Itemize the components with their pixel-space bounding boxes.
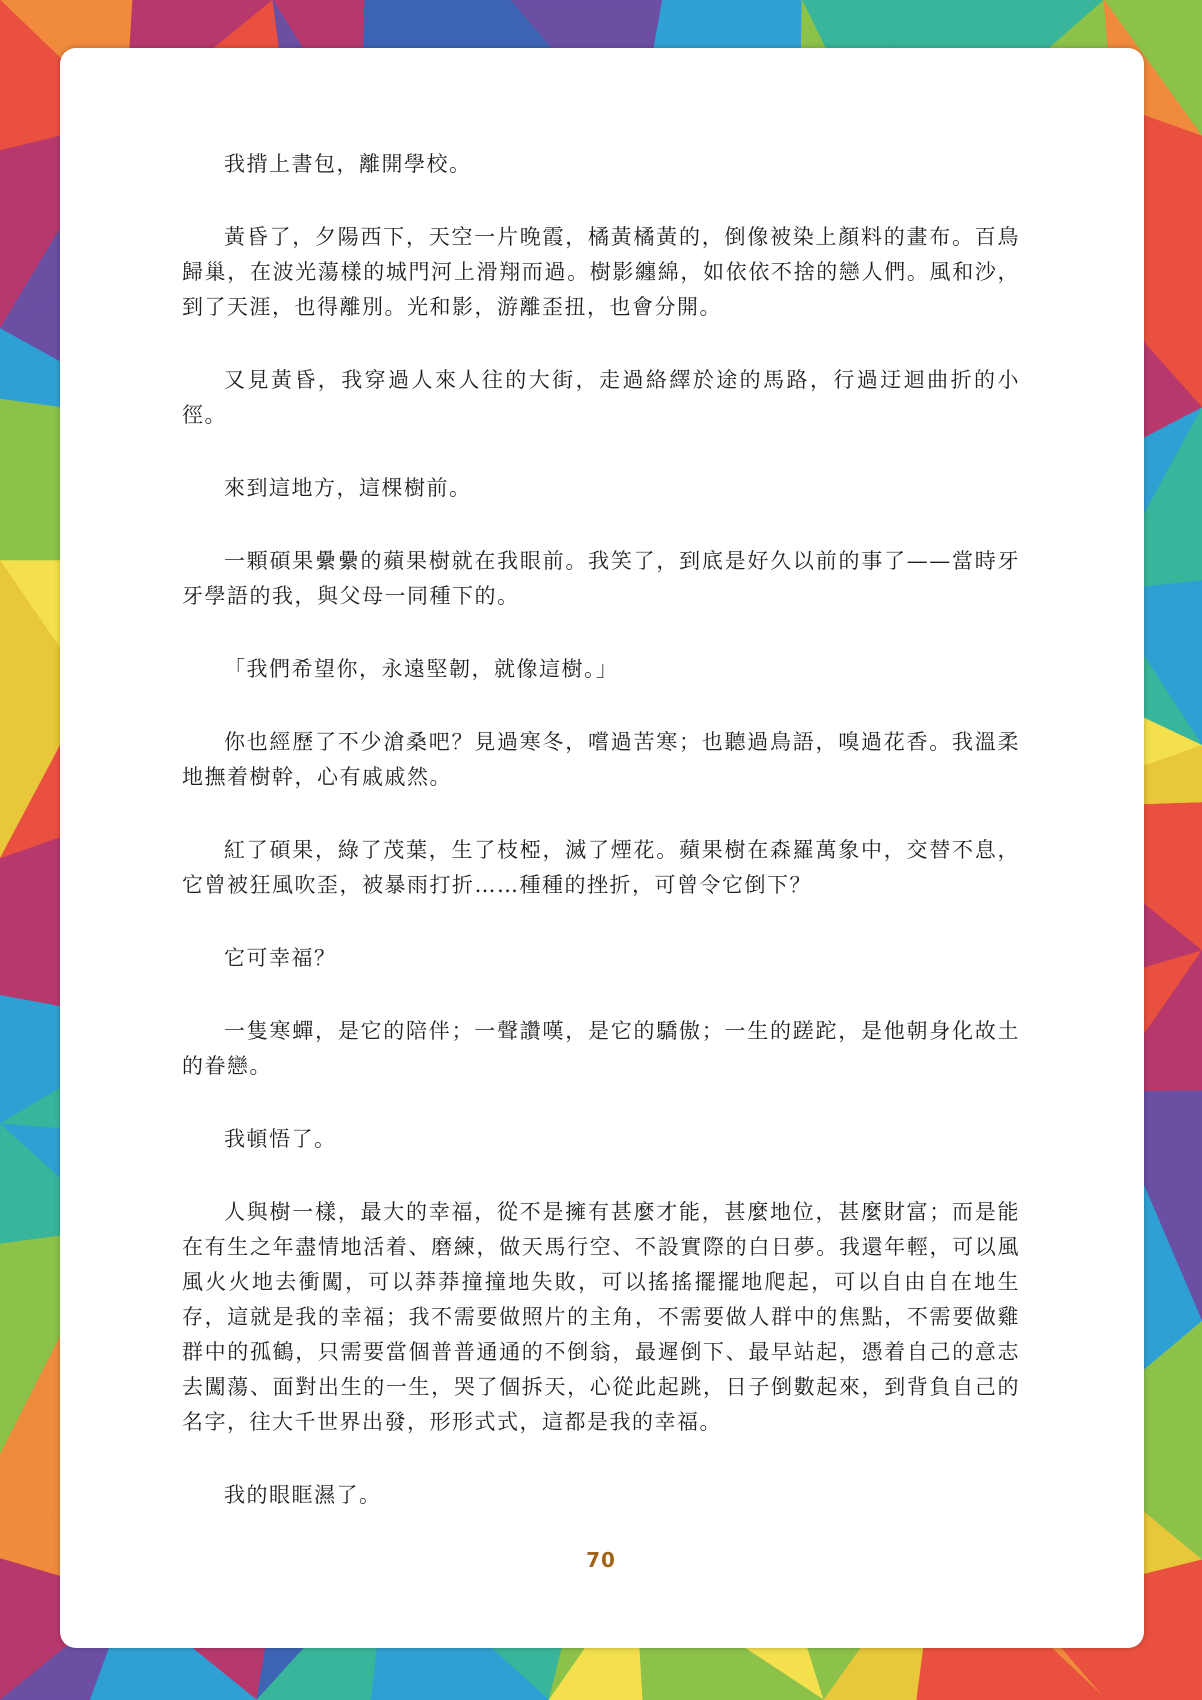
paragraph: 又見黃昏，我穿過人來人往的大街，走過絡繹於途的馬路，行過迂迴曲折的小徑。: [182, 368, 1020, 427]
paragraph: 「我們希望你，永遠堅韌，就像這樹。」: [224, 657, 619, 681]
paragraph: 一隻寒蟬，是它的陪伴；一聲讚嘆，是它的驕傲；一生的蹉跎，是他朝身化故土的眷戀。: [182, 1019, 1020, 1078]
paragraph: 人與樹一樣，最大的幸福，從不是擁有甚麼才能，甚麼地位，甚麼財富；而是能在有生之年盡情地活着、磨練，做天馬行空、不設實際的白日夢。我還年輕，可以風風火火地去衝闖，可以莽莽撞撞地失敗，可以搖搖擺擺地爬起，可以自由自在地生存，這就是我的幸福；我不需要做照片的主角，不需要做人群中的焦點，不需要做雞群中的孤鶴，只需要當個普普通通的不倒翁，最遲倒下、最早站起，憑着自己的意志去闖蕩、面對出生的一生，哭了個拆天，心從此起跳，日子倒數起來，到背負自己的名字，往大千世界出發，形形式式，這都是我的幸福。: [182, 1200, 1020, 1434]
paragraph: 我的眼眶濕了。: [224, 1483, 382, 1507]
paragraph: 一顆碩果纍纍的蘋果樹就在我眼前。我笑了，到底是好久以前的事了——當時牙牙學語的我，與父母一同種下的。: [182, 549, 1020, 608]
paragraph: 我頓悟了。: [224, 1127, 337, 1151]
paragraph: 紅了碩果，綠了茂葉，生了枝椏，滅了煙花。蘋果樹在森羅萬象中，交替不息，它曾被狂風吹歪，被暴雨打折……種種的挫折，可曾令它倒下？: [182, 838, 1020, 897]
paragraph: 它可幸福？: [224, 946, 337, 970]
page-number: 70: [586, 1548, 616, 1572]
paragraph: 我揹上書包，離開學校。: [224, 152, 472, 176]
article-body: [182, 147, 1020, 1551]
paragraph: 你也經歷了不少滄桑吧？見過寒冬，嚐過苦寒；也聽過鳥語，嗅過花香。我溫柔地撫着樹幹，心有戚戚然。: [182, 730, 1020, 789]
paragraph: 來到這地方，這棵樹前。: [224, 476, 472, 500]
paragraph: 黃昏了，夕陽西下，天空一片晚霞，橘黃橘黃的，倒像被染上顏料的畫布。百鳥歸巢，在波光蕩樣的城門河上滑翔而過。樹影纏綿，如依依不捨的戀人們。風和沙，到了天涯，也得離別。光和影，游離歪扭，也會分開。: [182, 225, 1020, 319]
